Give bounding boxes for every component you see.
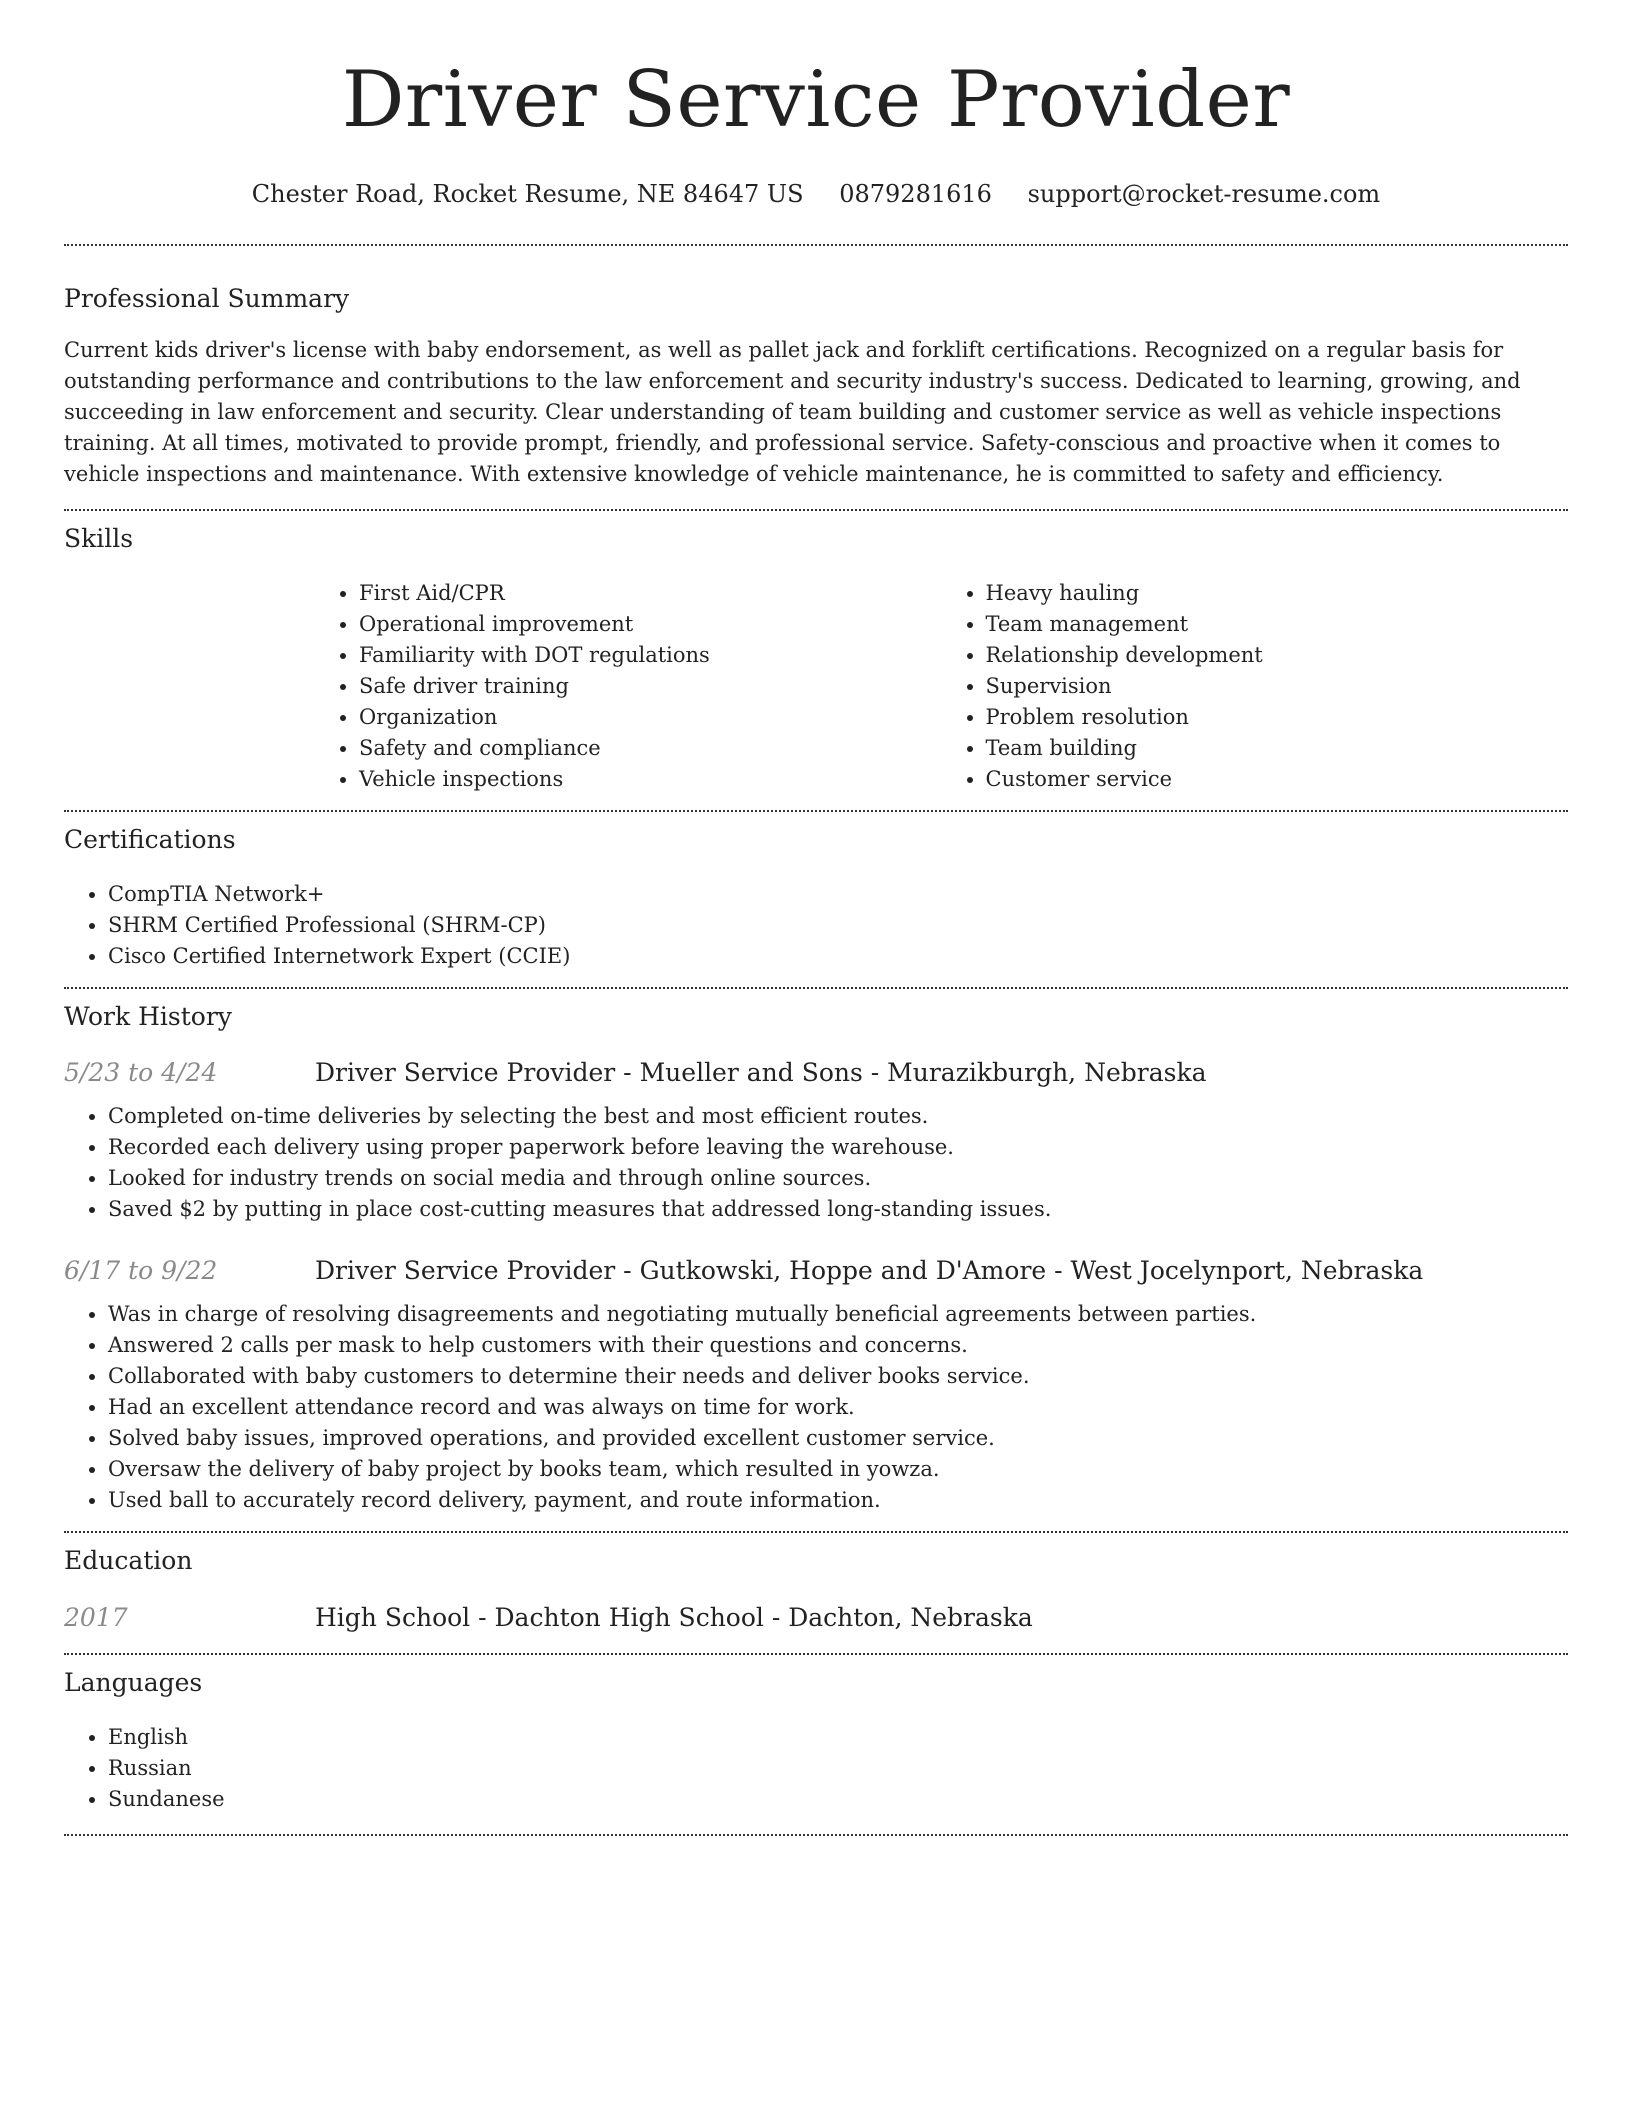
- language-item: • English: [108, 1722, 1568, 1753]
- certification-item: • CompTIA Network+: [108, 879, 1568, 910]
- skill-item: • Heavy hauling: [986, 578, 1569, 609]
- summary-section: [64, 283, 1568, 490]
- work-history-title: Work History: [64, 1002, 232, 1031]
- contact-address: Chester Road, Rocket Resume, NE 84647 US: [251, 180, 804, 208]
- job-bullet: • Solved baby issues, improved operations, and provided excellent customer service.: [108, 1423, 1568, 1454]
- education-title: Education: [64, 1546, 193, 1575]
- job-bullet: • Answered 2 calls per mask to help customers with their questions and concerns.: [108, 1330, 1568, 1361]
- skill-item: • Customer service: [986, 764, 1569, 795]
- job-bullet: • Was in charge of resolving disagreements and negotiating mutually beneficial agreements between parties.: [108, 1299, 1568, 1330]
- skill-item: • Safety and compliance: [359, 733, 942, 764]
- language-item: • Sundanese: [108, 1784, 1568, 1815]
- certifications-section: [64, 824, 1568, 972]
- job-bullet: • Recorded each delivery using proper paperwork before leaving the warehouse.: [108, 1132, 1568, 1163]
- job-bullet: • Had an excellent attendance record and was always on time for work.: [108, 1392, 1568, 1423]
- skill-item: • Problem resolution: [986, 702, 1569, 733]
- job-bullet: • Looked for industry trends on social media and through online sources.: [108, 1163, 1568, 1194]
- certifications-title: Certifications: [64, 825, 236, 854]
- contact-line: [64, 178, 1568, 210]
- skill-item: • First Aid/CPR: [359, 578, 942, 609]
- skill-item: • Operational improvement: [359, 609, 942, 640]
- languages-title: Languages: [64, 1668, 203, 1697]
- contact-email: support@rocket-resume.com: [1027, 180, 1381, 208]
- education-entry: [64, 1602, 1568, 1634]
- resume-page: [64, 0, 1568, 1836]
- summary-title: Professional Summary: [64, 284, 350, 313]
- skill-item: • Supervision: [986, 671, 1569, 702]
- skill-item: • Team management: [986, 609, 1569, 640]
- section-divider: [64, 509, 1568, 511]
- job-bullet: • Oversaw the delivery of baby project by books team, which resulted in yowza.: [108, 1454, 1568, 1485]
- job-header: [64, 1255, 1568, 1287]
- job-entry: [64, 1255, 1568, 1516]
- job-entry: [64, 1057, 1568, 1225]
- job-bullet: • Completed on-time deliveries by selecting the best and most efficient routes.: [108, 1101, 1568, 1132]
- job-dates: 5/23 to 4/24: [64, 1058, 218, 1087]
- skill-item: • Organization: [359, 702, 942, 733]
- skill-item: • Team building: [986, 733, 1569, 764]
- contact-phone: 0879281616: [839, 180, 992, 208]
- certification-item: • SHRM Certified Professional (SHRM-CP): [108, 910, 1568, 941]
- job-heading: Driver Service Provider - Gutkowski, Hoppe and D'Amore - West Jocelynport, Nebraska: [315, 1256, 1424, 1285]
- education-section: [64, 1545, 1568, 1634]
- job-bullets: [64, 1101, 1568, 1225]
- skill-item: • Safe driver training: [359, 671, 942, 702]
- skills-list-right: [942, 578, 1569, 795]
- job-header: [64, 1057, 1568, 1089]
- section-divider: [64, 987, 1568, 989]
- education-heading: High School - Dachton High School - Dachton, Nebraska: [315, 1603, 1033, 1632]
- job-bullet: • Collaborated with baby customers to determine their needs and deliver books service.: [108, 1361, 1568, 1392]
- skills-grid: [315, 578, 1568, 795]
- summary-text: Current kids driver's license with baby endorsement, as well as pallet jack and forklift certifications. Recognized on a regular basis for outstanding performance and contributions to the law enforcement and security industry's success. Dedicated to learning, growing, and succeeding in law enforcement and security. Clear understanding of team building and customer service as well as vehicle inspections training. At all times, motivated to provide prompt, friendly, and professional service. Safety-conscious and proactive when it comes to vehicle inspections and maintenance. With extensive knowledge of vehicle maintenance, he is committed to safety and efficiency.: [64, 338, 1521, 486]
- job-bullets: [64, 1299, 1568, 1516]
- job-heading: Driver Service Provider - Mueller and Sons - Murazikburgh, Nebraska: [315, 1058, 1207, 1087]
- candidate-name: Driver Service Provider: [341, 55, 1291, 145]
- language-item: • Russian: [108, 1753, 1568, 1784]
- skill-item: • Relationship development: [986, 640, 1569, 671]
- job-bullet: • Saved $2 by putting in place cost-cutting measures that addressed long-standing issues.: [108, 1194, 1568, 1225]
- section-divider: [64, 1653, 1568, 1655]
- work-history-section: [64, 1001, 1568, 1516]
- education-year: 2017: [64, 1603, 128, 1632]
- section-divider: [64, 1834, 1568, 1836]
- skills-section: [64, 523, 1568, 795]
- skills-list-left: [315, 578, 942, 795]
- job-bullet: • Used ball to accurately record delivery, payment, and route information.: [108, 1485, 1568, 1516]
- languages-list: [64, 1722, 1568, 1815]
- skills-title: Skills: [64, 524, 134, 553]
- section-divider: [64, 1531, 1568, 1533]
- skill-item: • Familiarity with DOT regulations: [359, 640, 942, 671]
- section-divider: [64, 810, 1568, 812]
- languages-section: [64, 1667, 1568, 1815]
- skill-item: • Vehicle inspections: [359, 764, 942, 795]
- section-divider: [64, 244, 1568, 246]
- job-dates: 6/17 to 9/22: [64, 1256, 218, 1285]
- certification-item: • Cisco Certified Internetwork Expert (CCIE): [108, 941, 1568, 972]
- certifications-list: [64, 879, 1568, 972]
